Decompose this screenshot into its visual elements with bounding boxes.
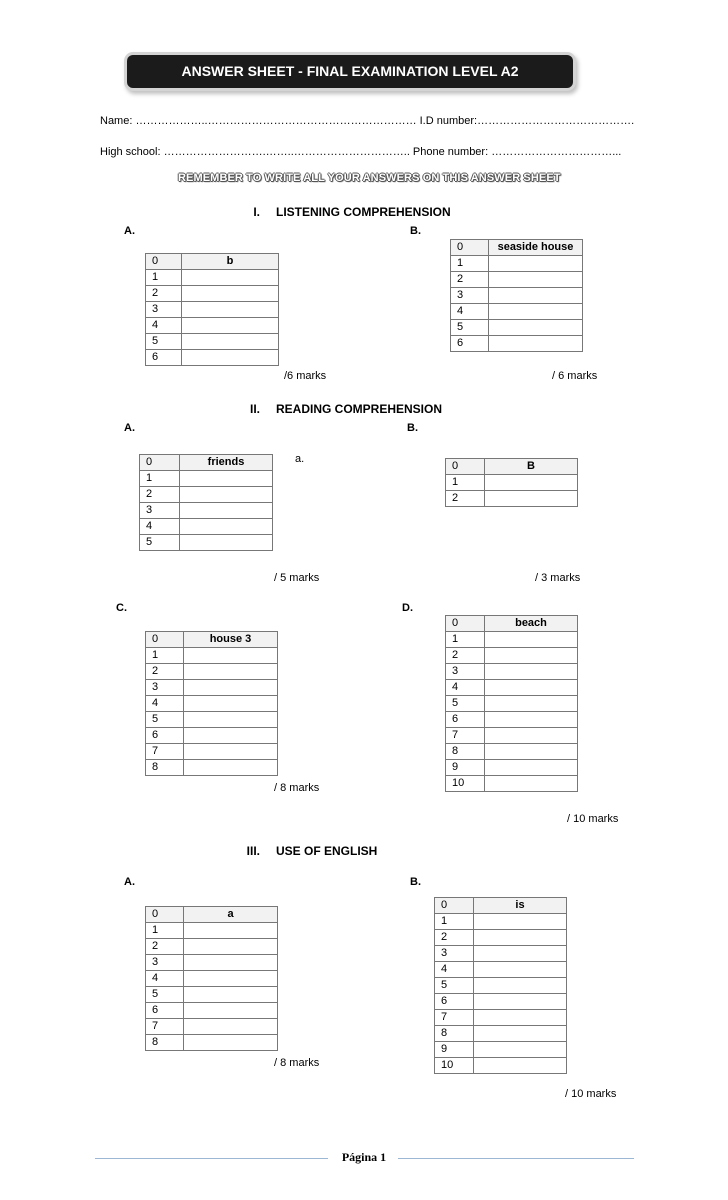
- question-number: 3: [446, 664, 485, 680]
- question-number: 2: [146, 939, 184, 955]
- table-row: [451, 320, 583, 336]
- question-number: 1: [146, 648, 184, 664]
- answer-cell[interactable]: [184, 987, 278, 1003]
- table-row: [146, 286, 279, 302]
- answer-cell[interactable]: [474, 1058, 567, 1074]
- answer-table-reading-b: [445, 458, 578, 507]
- answer-cell[interactable]: [180, 471, 273, 487]
- table-row: [146, 744, 278, 760]
- question-number: 2: [446, 491, 485, 507]
- question-number: 0: [140, 455, 180, 471]
- table-row: [146, 680, 278, 696]
- question-number: 0: [146, 254, 182, 270]
- section-number: II.: [249, 402, 260, 416]
- question-number: 2: [435, 930, 474, 946]
- question-number: 5: [146, 987, 184, 1003]
- answer-table-listening-a: [145, 253, 279, 366]
- question-number: 3: [140, 503, 180, 519]
- answer-cell[interactable]: [184, 955, 278, 971]
- table-row: [451, 304, 583, 320]
- question-number: 7: [146, 744, 184, 760]
- answer-table-reading-d: [445, 615, 578, 792]
- answer-cell[interactable]: [474, 962, 567, 978]
- question-number: 6: [146, 728, 184, 744]
- question-number: 10: [446, 776, 485, 792]
- table-row: [146, 1035, 278, 1051]
- section-title: LISTENING COMPREHENSION: [276, 205, 451, 219]
- table-row: [146, 664, 278, 680]
- question-number: 8: [146, 1035, 184, 1051]
- question-number: 2: [140, 487, 180, 503]
- answer-cell[interactable]: [485, 664, 578, 680]
- answer-cell[interactable]: [184, 680, 278, 696]
- question-number: 6: [146, 1003, 184, 1019]
- question-number: 3: [146, 680, 184, 696]
- table-header-row: [146, 907, 278, 923]
- table-row: [446, 728, 578, 744]
- question-number: 5: [146, 334, 182, 350]
- answer-cell[interactable]: [485, 744, 578, 760]
- answer-cell[interactable]: [184, 712, 278, 728]
- question-number: 4: [146, 318, 182, 334]
- answer-cell[interactable]: [489, 288, 583, 304]
- table-row: [435, 978, 567, 994]
- answer-cell[interactable]: [485, 475, 578, 491]
- table-row: [446, 776, 578, 792]
- answer-table-use-a: [145, 906, 278, 1051]
- answer-cell[interactable]: [184, 696, 278, 712]
- table-header-row: [140, 455, 273, 471]
- answer-cell[interactable]: [485, 491, 578, 507]
- question-number: 4: [146, 696, 184, 712]
- answer-cell[interactable]: [180, 503, 273, 519]
- marks-reading-b: / 3 marks: [535, 572, 581, 584]
- table-header-row: [446, 459, 578, 475]
- table-row: [451, 272, 583, 288]
- table-row: [146, 728, 278, 744]
- answer-cell[interactable]: [474, 1010, 567, 1026]
- example-answer: a: [184, 907, 278, 923]
- question-number: 0: [446, 616, 485, 632]
- question-number: 7: [446, 728, 485, 744]
- marks-reading-c: / 8 marks: [274, 782, 320, 794]
- answer-cell[interactable]: [489, 272, 583, 288]
- marks-listening-a: /6 marks: [284, 370, 327, 382]
- section-number: III.: [246, 844, 260, 858]
- answer-cell[interactable]: [184, 1035, 278, 1051]
- question-number: 3: [146, 302, 182, 318]
- answer-cell[interactable]: [182, 318, 279, 334]
- table-row: [146, 648, 278, 664]
- school-phone-line: High school: ……………………….……..………………………….. Phone number: ……………………………...: [100, 146, 622, 158]
- question-number: 9: [446, 760, 485, 776]
- table-row: [446, 664, 578, 680]
- question-number: 0: [451, 240, 489, 256]
- answer-cell[interactable]: [485, 728, 578, 744]
- answer-cell[interactable]: [485, 760, 578, 776]
- part-label-reading-c: C.: [116, 602, 127, 614]
- table-row: [446, 491, 578, 507]
- answer-cell[interactable]: [485, 696, 578, 712]
- question-number: 3: [146, 955, 184, 971]
- answer-table-reading-a: [139, 454, 273, 551]
- example-answer: house 3: [184, 632, 278, 648]
- question-number: 6: [451, 336, 489, 352]
- table-row: [146, 334, 279, 350]
- question-number: 9: [435, 1042, 474, 1058]
- marks-use-b: / 10 marks: [565, 1088, 617, 1100]
- answer-cell[interactable]: [485, 680, 578, 696]
- answer-cell[interactable]: [184, 1019, 278, 1035]
- table-row: [446, 648, 578, 664]
- answer-table-reading-c: [145, 631, 278, 776]
- table-row: [140, 471, 273, 487]
- table-row: [140, 535, 273, 551]
- part-label-listening-a: A.: [124, 225, 135, 237]
- answer-cell[interactable]: [489, 336, 583, 352]
- table-row: [140, 503, 273, 519]
- question-number: 6: [146, 350, 182, 366]
- question-number: 7: [435, 1010, 474, 1026]
- table-header-row: [146, 254, 279, 270]
- table-row: [140, 487, 273, 503]
- table-row: [146, 923, 278, 939]
- question-number: 0: [146, 632, 184, 648]
- question-number: 5: [446, 696, 485, 712]
- answer-cell[interactable]: [184, 971, 278, 987]
- question-number: 3: [435, 946, 474, 962]
- answer-cell[interactable]: [180, 519, 273, 535]
- example-answer: B: [485, 459, 578, 475]
- question-number: 8: [146, 760, 184, 776]
- question-number: 2: [446, 648, 485, 664]
- question-number: 0: [435, 898, 474, 914]
- question-number: 2: [146, 664, 184, 680]
- question-number: 2: [451, 272, 489, 288]
- question-number: 2: [146, 286, 182, 302]
- part-label-use-a: A.: [124, 876, 135, 888]
- table-row: [451, 288, 583, 304]
- table-row: [446, 744, 578, 760]
- answer-cell[interactable]: [474, 1042, 567, 1058]
- table-row: [446, 712, 578, 728]
- table-row: [435, 1042, 567, 1058]
- table-row: [435, 930, 567, 946]
- answer-cell[interactable]: [184, 664, 278, 680]
- table-row: [435, 1058, 567, 1074]
- table-row: [435, 946, 567, 962]
- table-row: [435, 994, 567, 1010]
- section-number: I.: [253, 205, 260, 219]
- answer-cell[interactable]: [474, 978, 567, 994]
- table-row: [446, 696, 578, 712]
- table-row: [446, 632, 578, 648]
- question-number: 4: [446, 680, 485, 696]
- reminder-text: REMEMBER TO WRITE ALL YOUR ANSWERS ON THIS ANSWER SHEET: [178, 172, 561, 184]
- table-row: [146, 712, 278, 728]
- table-row: [146, 955, 278, 971]
- question-number: 3: [451, 288, 489, 304]
- part-label-reading-a: A.: [124, 422, 135, 434]
- answer-table-listening-b: [450, 239, 583, 352]
- question-number: 5: [146, 712, 184, 728]
- question-number: 4: [146, 971, 184, 987]
- question-number: 0: [146, 907, 184, 923]
- question-number: 1: [451, 256, 489, 272]
- question-number: 1: [146, 270, 182, 286]
- answer-cell[interactable]: [474, 930, 567, 946]
- answer-cell[interactable]: [474, 1026, 567, 1042]
- part-label-use-b: B.: [410, 876, 421, 888]
- question-number: 1: [446, 475, 485, 491]
- reading-a-note: a.: [295, 453, 305, 465]
- answer-cell[interactable]: [184, 744, 278, 760]
- table-header-row: [435, 898, 567, 914]
- answer-cell[interactable]: [485, 632, 578, 648]
- section-listening-heading: [226, 205, 451, 219]
- table-row: [146, 318, 279, 334]
- answer-cell[interactable]: [474, 994, 567, 1010]
- title-banner: [127, 55, 573, 88]
- table-row: [435, 962, 567, 978]
- question-number: 8: [435, 1026, 474, 1042]
- table-row: [446, 760, 578, 776]
- answer-cell[interactable]: [184, 923, 278, 939]
- table-row: [451, 336, 583, 352]
- table-row: [146, 302, 279, 318]
- answer-cell[interactable]: [485, 776, 578, 792]
- table-row: [146, 971, 278, 987]
- table-row: [146, 350, 279, 366]
- name-id-line: Name: ………………..………………………………………………… I.D number:…………………………………….: [100, 115, 635, 127]
- table-row: [146, 270, 279, 286]
- answer-cell[interactable]: [184, 648, 278, 664]
- table-row: [446, 475, 578, 491]
- table-row: [146, 987, 278, 1003]
- question-number: 1: [146, 923, 184, 939]
- question-number: 8: [446, 744, 485, 760]
- example-answer: friends: [180, 455, 273, 471]
- question-number: 1: [446, 632, 485, 648]
- answer-cell[interactable]: [180, 487, 273, 503]
- question-number: 4: [435, 962, 474, 978]
- marks-listening-b: / 6 marks: [552, 370, 598, 382]
- table-header-row: [146, 632, 278, 648]
- answer-cell[interactable]: [184, 760, 278, 776]
- question-number: 1: [435, 914, 474, 930]
- answer-cell[interactable]: [180, 535, 273, 551]
- table-row: [146, 939, 278, 955]
- table-row: [435, 914, 567, 930]
- answer-cell[interactable]: [184, 1003, 278, 1019]
- table-row: [146, 1019, 278, 1035]
- section-use-of-english-heading: [226, 844, 377, 858]
- answer-cell[interactable]: [474, 946, 567, 962]
- page-number: Página 1: [341, 1150, 387, 1164]
- answer-cell[interactable]: [474, 914, 567, 930]
- question-number: 5: [435, 978, 474, 994]
- answer-cell[interactable]: [485, 648, 578, 664]
- table-row: [435, 1026, 567, 1042]
- table-row: [446, 680, 578, 696]
- table-row: [451, 256, 583, 272]
- table-header-row: [451, 240, 583, 256]
- question-number: 1: [140, 471, 180, 487]
- part-label-listening-b: B.: [410, 225, 421, 237]
- section-reading-heading: [226, 402, 442, 416]
- example-answer: is: [474, 898, 567, 914]
- page-title: ANSWER SHEET - FINAL EXAMINATION LEVEL A2: [181, 63, 519, 79]
- answer-cell[interactable]: [182, 270, 279, 286]
- answer-cell[interactable]: [489, 320, 583, 336]
- question-number: 5: [140, 535, 180, 551]
- question-number: 10: [435, 1058, 474, 1074]
- answer-cell[interactable]: [184, 939, 278, 955]
- answer-table-use-b: [434, 897, 567, 1074]
- question-number: 7: [146, 1019, 184, 1035]
- table-row: [140, 519, 273, 535]
- answer-cell[interactable]: [182, 350, 279, 366]
- part-label-reading-d: D.: [402, 602, 413, 614]
- answer-cell[interactable]: [182, 286, 279, 302]
- section-title: USE OF ENGLISH: [276, 844, 378, 858]
- question-number: 6: [446, 712, 485, 728]
- answer-cell[interactable]: [489, 304, 583, 320]
- example-answer: beach: [485, 616, 578, 632]
- answer-cell[interactable]: [182, 334, 279, 350]
- answer-cell[interactable]: [184, 728, 278, 744]
- table-row: [146, 760, 278, 776]
- question-number: 4: [451, 304, 489, 320]
- table-row: [435, 1010, 567, 1026]
- table-row: [146, 696, 278, 712]
- table-header-row: [446, 616, 578, 632]
- question-number: 6: [435, 994, 474, 1010]
- marks-reading-a: / 5 marks: [274, 572, 320, 584]
- question-number: 4: [140, 519, 180, 535]
- answer-cell[interactable]: [489, 256, 583, 272]
- part-label-reading-b: B.: [407, 422, 418, 434]
- example-answer: seaside house: [489, 240, 583, 256]
- section-title: READING COMPREHENSION: [276, 402, 443, 416]
- table-row: [146, 1003, 278, 1019]
- marks-reading-d: / 10 marks: [567, 813, 619, 825]
- question-number: 5: [451, 320, 489, 336]
- answer-cell[interactable]: [182, 302, 279, 318]
- marks-use-a: / 8 marks: [274, 1057, 320, 1069]
- example-answer: b: [182, 254, 279, 270]
- answer-cell[interactable]: [485, 712, 578, 728]
- question-number: 0: [446, 459, 485, 475]
